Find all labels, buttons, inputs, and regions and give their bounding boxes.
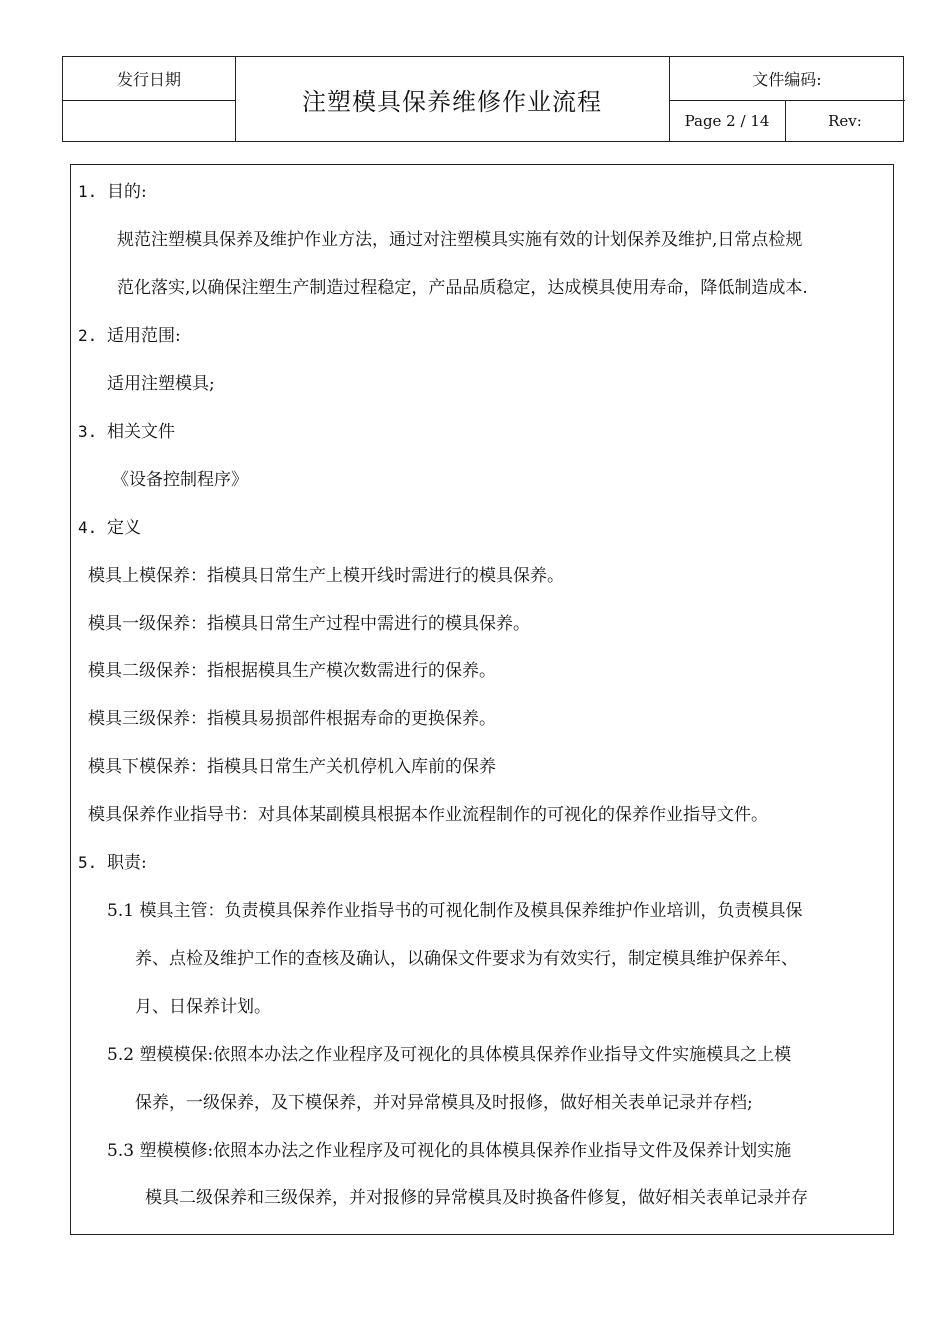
section-heading: 目的: — [107, 182, 147, 202]
responsibility-line: 月、日保养计划。 — [135, 997, 271, 1017]
definition-line: 模具上模保养：指模具日常生产上模开线时需进行的模具保养。 — [88, 566, 564, 586]
responsibility-line: 5.3 塑模模修:依照本办法之作业程序及可视化的具体模具保养作业指导文件及保养计划实施 — [107, 1141, 792, 1161]
section-heading: 相关文件 — [107, 422, 175, 442]
page-number: Page 2 / 14 — [684, 112, 770, 130]
responsibility-line: 5.1 模具主管：负责模具保养作业指导书的可视化制作及模具保养维护作业培训，负责模具保 — [107, 901, 803, 921]
definition-line: 模具二级保养：指根据模具生产模次数需进行的保养。 — [88, 661, 496, 681]
paragraph-line: 规范注塑模具保养及维护作业方法，通过对注塑模具实施有效的计划保养及维护,日常点检规 — [117, 230, 803, 250]
paragraph-line: 《设备控制程序》 — [112, 470, 248, 490]
issue-date-value — [63, 100, 235, 142]
section-heading: 定义 — [107, 518, 141, 538]
section-number: 2. — [78, 326, 98, 345]
responsibility-line: 养、点检及维护工作的查核及确认，以确保文件要求为有效实行，制定模具维护保养年、 — [135, 949, 798, 969]
issue-date-label: 发行日期 — [116, 70, 181, 89]
section-number: 4. — [78, 518, 98, 537]
definition-line: 模具下模保养：指模具日常生产关机停机入库前的保养 — [88, 757, 496, 777]
section-heading: 适用范围: — [107, 326, 181, 346]
revision-label: Rev: — [828, 112, 862, 130]
paragraph-line: 适用注塑模具; — [107, 374, 215, 394]
definition-line: 模具一级保养：指模具日常生产过程中需进行的模具保养。 — [88, 614, 530, 634]
definition-line: 模具保养作业指导书：对具体某副模具根据本作业流程制作的可视化的保养作业指导文件。 — [88, 805, 768, 825]
definition-line: 模具三级保养：指模具易损部件根据寿命的更换保养。 — [88, 709, 496, 729]
doc-code-label: 文件编码: — [752, 70, 822, 89]
responsibility-line: 保养，一级保养，及下模保养，并对异常模具及时报修，做好相关表单记录并存档; — [135, 1093, 753, 1113]
document-title: 注塑模具保养维修作业流程 — [302, 87, 602, 116]
section-heading: 职责: — [107, 853, 147, 873]
section-number: 5. — [78, 853, 98, 872]
document-body-frame — [70, 164, 894, 1235]
section-number: 3. — [78, 422, 98, 441]
document-header-table — [62, 56, 904, 142]
responsibility-line: 模具二级保养和三级保养，并对报修的异常模具及时换备件修复，做好相关表单记录并存 — [145, 1188, 808, 1208]
paragraph-line: 范化落实,以确保注塑生产制造过程稳定，产品品质稳定，达成模具使用寿命，降低制造成本. — [117, 278, 808, 298]
section-number: 1. — [78, 182, 98, 201]
responsibility-line: 5.2 塑模模保:依照本办法之作业程序及可视化的具体模具保养作业指导文件实施模具之上模 — [107, 1045, 792, 1065]
